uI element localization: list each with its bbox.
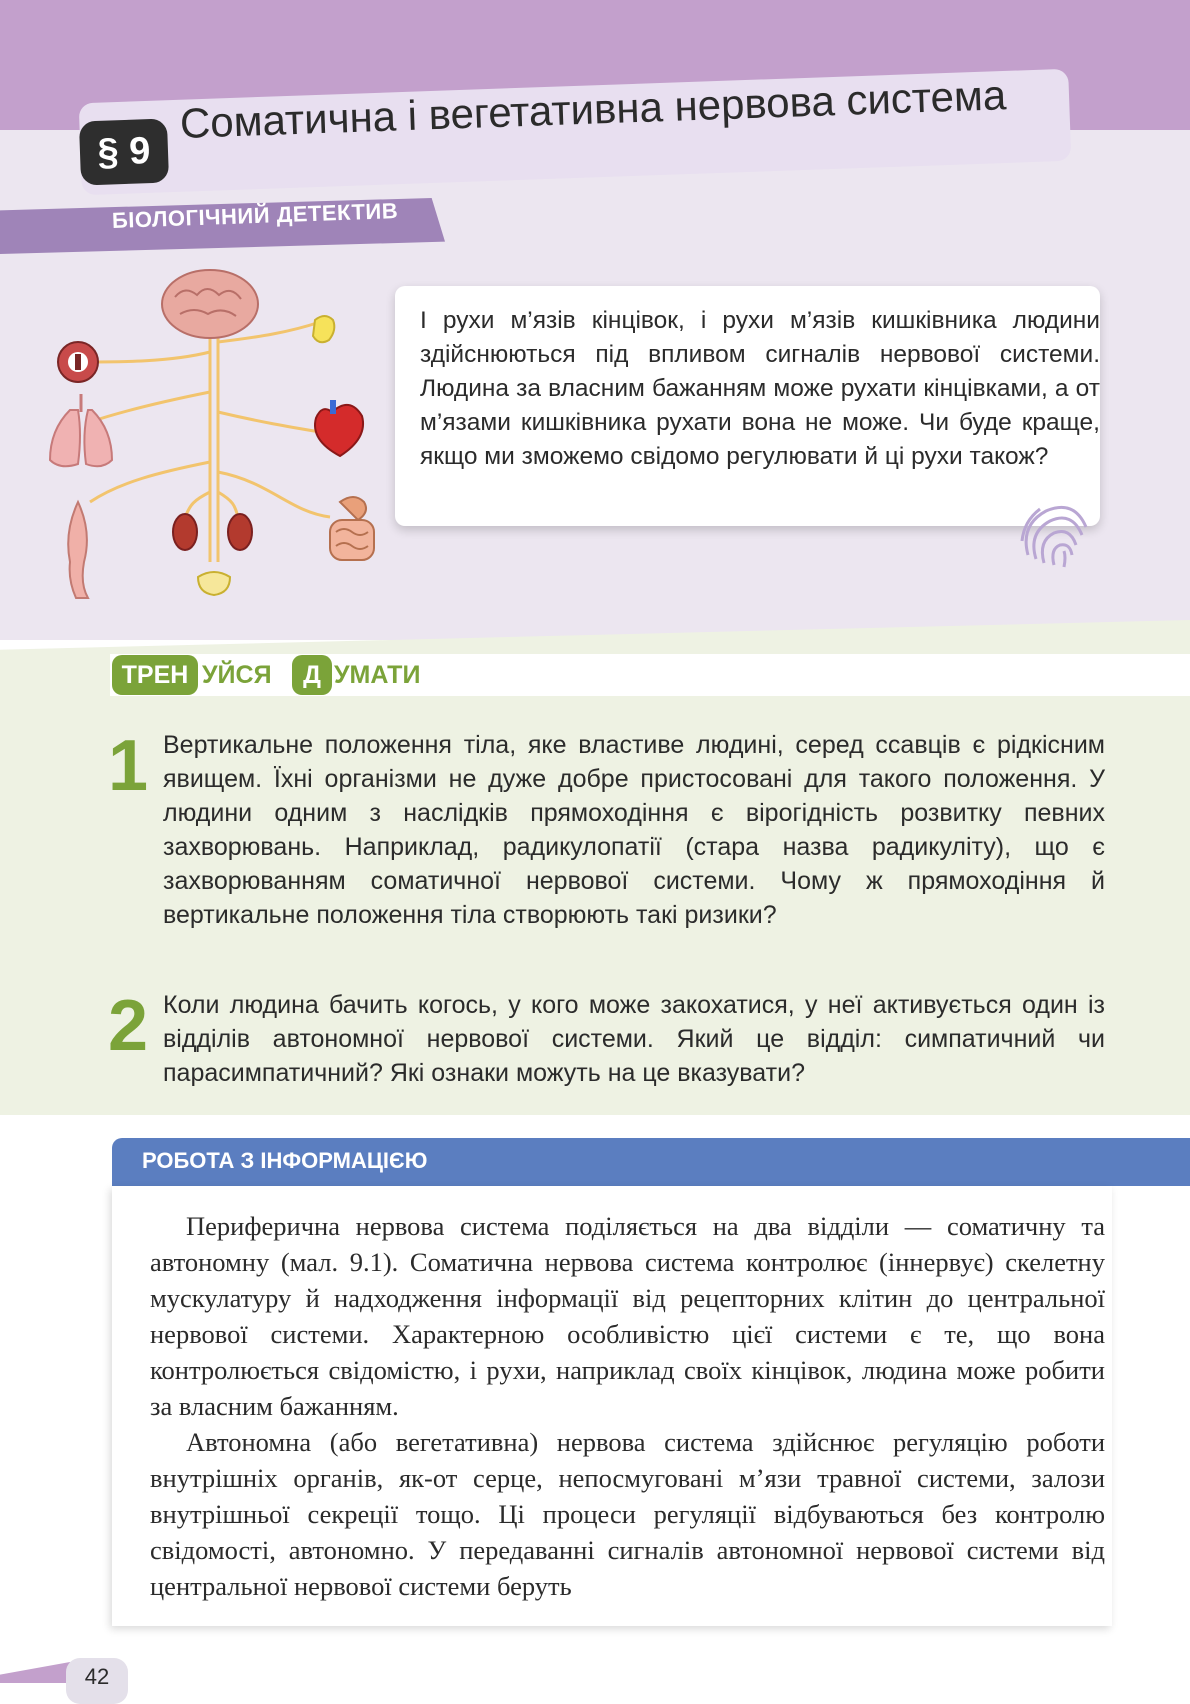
info-text <box>150 1208 1105 1604</box>
info-paragraph: Периферична нервова система поділяється на два відділи — соматичну та автономну (мал. 9.1). Соматична нервова система контролює (іннервує) скелетну мускулатуру й надходження інформації від рецепторних клітин до центральної нервової системи. Характерною особливістю цієї системи є те, що вона контролюється свідомістю, і рухи, наприклад своїх кінцівок, людина може робити за власним бажанням. <box>150 1211 1105 1421</box>
intestines-icon <box>330 497 374 560</box>
task-text: Коли людина бачить когось, у кого може закохатися, у неї активується один із відділів автономної нервової системи. Який це відділ: симпатичний чи парасимпатичний? Які ознаки можуть на це вказувати? <box>163 991 1105 1087</box>
thinking-tag-green: Д <box>292 655 332 695</box>
paragraph-badge: § 9 <box>79 118 169 185</box>
task-number: 1 <box>108 726 149 806</box>
page-number: 42 <box>66 1658 128 1704</box>
nerve-lines <box>85 312 330 562</box>
training-tag-green: ТРЕН <box>112 655 198 695</box>
heart-icon <box>315 400 363 456</box>
info-label: РОБОТА З ІНФОРМАЦІЄЮ <box>142 1148 428 1173</box>
training-header-strip <box>110 654 1190 696</box>
nervous-system-illustration <box>40 262 400 602</box>
training-tag-rest: УЙСЯ <box>202 661 272 689</box>
task-number: 2 <box>108 986 149 1066</box>
eye-icon <box>58 342 98 382</box>
muscle-icon <box>68 502 88 598</box>
gland-icon <box>313 316 334 342</box>
footer-stripe <box>0 1662 70 1683</box>
brain-icon <box>162 270 258 338</box>
bladder-icon <box>198 572 230 595</box>
task-text: Вертикальне положення тіла, яке властиве людині, серед ссавців є рідкісним явищем. Їхні організми не дуже добре пристосовані для такого положення. У людини одним з наслідків прямоходіння є вірогідність розвитку певних захворювань. Наприклад, радикулопатії (стара назва радикуліту), що є захворюванням соматичної нервової системи. Чому ж прямоходіння й вертикальне положення тіла створюють такі ризики? <box>163 731 1105 929</box>
detective-text: І рухи м’язів кінцівок, і рухи м’язів кишківника людини здійснюються під впливом сигналів нервової системи. Людина за власним бажанням може рухати кінцівками, а от м’язами кишківника рухати вона не може. Чи буде краще, якщо ми зможемо свідомо регулювати й ці рухи також? <box>420 307 1100 470</box>
info-paragraph: Автономна (або вегетативна) нервова система здійснює регуляцію роботи внутрішніх органів, як-от серце, непосмуговані м’язи травної системи, залози внутрішньої секреції тощо. Ці процеси регуляції відбуваються без контролю свідомості, автономно. У передаванні сигналів автономної нервової системи від центральної нервової системи беруть <box>150 1427 1105 1601</box>
lungs-icon <box>50 394 112 466</box>
page-title: Соматична і вегетативна нервова система <box>179 71 1007 147</box>
kidneys-icon <box>173 514 252 550</box>
fingerprint-icon <box>1008 485 1104 581</box>
detective-label: БІОЛОГІЧНИЙ ДЕТЕКТИВ <box>111 198 399 233</box>
thinking-tag-rest: УМАТИ <box>334 661 421 689</box>
